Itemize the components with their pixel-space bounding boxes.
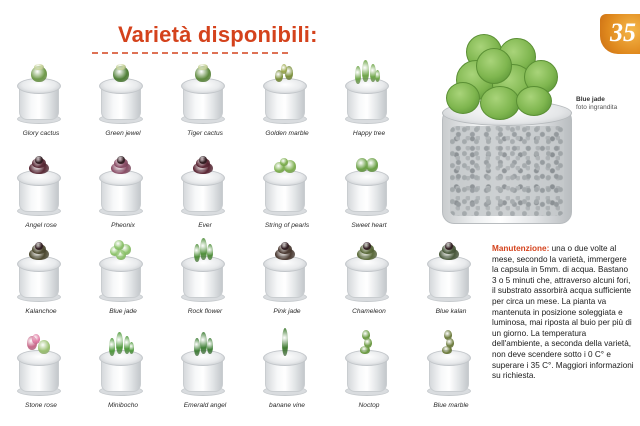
- leaf-shape: [116, 250, 126, 260]
- variety-name: Blue kalan: [435, 308, 467, 315]
- plant-icon: [26, 334, 52, 358]
- plant-icon: [108, 334, 134, 358]
- featured-photo: [436, 30, 576, 230]
- plant-icon: [272, 62, 298, 86]
- variety-item: [410, 238, 492, 326]
- leaf-shape: [200, 238, 207, 260]
- plant-icon: [190, 62, 216, 86]
- variety-name: Tiger cactus: [187, 130, 223, 137]
- variety-item: [0, 238, 82, 326]
- leaf-shape: [117, 156, 125, 164]
- variety-item: [82, 60, 164, 148]
- leaf-shape: [442, 346, 452, 354]
- care-paragraph: [492, 244, 634, 382]
- care-heading: Manutenzione:: [492, 244, 550, 253]
- variety-name: Kalanchoe: [25, 308, 57, 315]
- variety-name: Angel rose: [25, 222, 57, 229]
- plant-icon: [190, 154, 216, 178]
- care-text: una o due volte al mese, secondo la varietà, immergere la capsula in 5mm. di acqua. Bastano 3 o 5 minuti che, attraverso alcuni fori, il substrato assorbirà acqua sufficiente per circa un mese. La pianta va mantenuta in posizione soleggiata e luminosa, mai riposta al buio per più di un giorno. La temperatura dell'ambiente, a seconda della varietà, non deve scendere sotto i 0 C° e superare i 35 C°. Maggiori informazioni su richiesta.: [492, 244, 634, 381]
- variety-name: Chameleon: [352, 308, 386, 315]
- featured-gravel: [450, 126, 564, 216]
- capsule: [99, 170, 143, 216]
- variety-item: [164, 238, 246, 326]
- plant-icon: [26, 62, 52, 86]
- capsule: [345, 78, 389, 124]
- capsule: [345, 170, 389, 216]
- capsule: [263, 350, 307, 396]
- variety-item: [82, 332, 164, 420]
- variety-item: [164, 332, 246, 420]
- capsule: [99, 350, 143, 396]
- jade-leaf: [446, 82, 480, 114]
- variety-item: [246, 332, 328, 420]
- leaf-shape: [207, 338, 213, 354]
- variety-name: Green jewel: [105, 130, 141, 137]
- leaf-shape: [116, 64, 126, 70]
- page-title: Varietà disponibili:: [118, 22, 318, 47]
- leaf-shape: [280, 158, 288, 166]
- variety-item: [164, 60, 246, 148]
- variety-name: Golden marble: [265, 130, 309, 137]
- variety-item: [82, 238, 164, 326]
- capsule: [427, 256, 471, 302]
- leaf-shape: [282, 328, 288, 356]
- featured-note: foto ingrandita: [576, 104, 618, 111]
- capsule: [181, 350, 225, 396]
- leaf-shape: [200, 332, 207, 354]
- plant-icon: [436, 334, 462, 358]
- leaf-shape: [129, 342, 134, 354]
- variety-item: [82, 152, 164, 240]
- plant-icon: [108, 154, 134, 178]
- capsule: [181, 78, 225, 124]
- leaf-shape: [375, 70, 380, 82]
- leaf-shape: [207, 244, 213, 260]
- plant-icon: [272, 240, 298, 264]
- leaf-shape: [32, 334, 40, 344]
- variety-item: [328, 238, 410, 326]
- variety-name: Happy tree: [352, 130, 386, 137]
- capsule: [345, 350, 389, 396]
- capsule: [263, 78, 307, 124]
- plant-icon: [272, 154, 298, 178]
- leaf-shape: [35, 156, 43, 164]
- capsule: [263, 256, 307, 302]
- variety-item: [0, 60, 82, 148]
- variety-name: Rock flower: [187, 308, 223, 315]
- variety-item: [0, 152, 82, 240]
- jade-leaf: [476, 48, 512, 84]
- leaf-shape: [360, 346, 370, 354]
- plant-icon: [190, 334, 216, 358]
- variety-name: Noctop: [358, 402, 380, 409]
- leaf-shape: [35, 242, 43, 250]
- variety-item: [328, 332, 410, 420]
- title-underline: [92, 52, 288, 56]
- leaf-shape: [366, 158, 378, 172]
- capsule: [427, 350, 471, 396]
- leaf-shape: [199, 156, 207, 164]
- leaf-shape: [362, 60, 369, 82]
- variety-item: [328, 152, 410, 240]
- variety-name: Pheonix: [111, 222, 135, 229]
- leaf-shape: [355, 66, 361, 84]
- capsule: [17, 350, 61, 396]
- plant-icon: [26, 154, 52, 178]
- variety-name: banane vine: [269, 402, 305, 409]
- capsule: [17, 78, 61, 124]
- jade-leaf: [480, 86, 520, 120]
- variety-item: [328, 60, 410, 148]
- plant-icon: [354, 154, 380, 178]
- leaf-shape: [116, 332, 123, 354]
- plant-icon: [354, 240, 380, 264]
- plant-icon: [190, 240, 216, 264]
- leaf-shape: [445, 242, 453, 250]
- capsule: [181, 256, 225, 302]
- variety-name: Emerald angel: [183, 402, 227, 409]
- leaf-shape: [109, 338, 115, 356]
- leaf-shape: [281, 242, 289, 250]
- page-number: 35: [610, 18, 636, 47]
- variety-name: Blue marble: [433, 402, 469, 409]
- variety-name: Sweet heart: [351, 222, 387, 229]
- variety-item: [246, 238, 328, 326]
- variety-name: Glory cactus: [22, 130, 60, 137]
- variety-name: Blue jade: [109, 308, 137, 315]
- variety-item: [164, 152, 246, 240]
- variety-name: Ever: [198, 222, 212, 229]
- variety-item: [0, 332, 82, 420]
- variety-item: [246, 152, 328, 240]
- variety-name: Pink jade: [273, 308, 301, 315]
- plant-icon: [272, 334, 298, 358]
- plant-icon: [108, 62, 134, 86]
- capsule: [345, 256, 389, 302]
- leaf-shape: [198, 64, 208, 70]
- plant-icon: [436, 240, 462, 264]
- variety-grid: [0, 60, 470, 426]
- capsule: [99, 256, 143, 302]
- capsule: [17, 170, 61, 216]
- plant-icon: [354, 334, 380, 358]
- leaf-shape: [281, 64, 287, 74]
- plant-icon: [26, 240, 52, 264]
- leaf-shape: [34, 64, 44, 70]
- capsule: [181, 170, 225, 216]
- capsule: [263, 170, 307, 216]
- featured-name: Blue jade: [576, 96, 605, 103]
- variety-name: Minibocho: [107, 402, 139, 409]
- variety-name: Stone rose: [25, 402, 57, 409]
- variety-name: String of pearls: [264, 222, 310, 229]
- capsule: [99, 78, 143, 124]
- leaf-shape: [363, 242, 371, 250]
- leaf-shape: [38, 340, 50, 354]
- variety-item: [246, 60, 328, 148]
- variety-item: [410, 332, 492, 420]
- featured-label: [576, 96, 640, 112]
- leaf-shape: [114, 240, 124, 250]
- capsule: [17, 256, 61, 302]
- jade-leaf: [516, 86, 552, 116]
- plant-icon: [108, 240, 134, 264]
- plant-icon: [354, 62, 380, 86]
